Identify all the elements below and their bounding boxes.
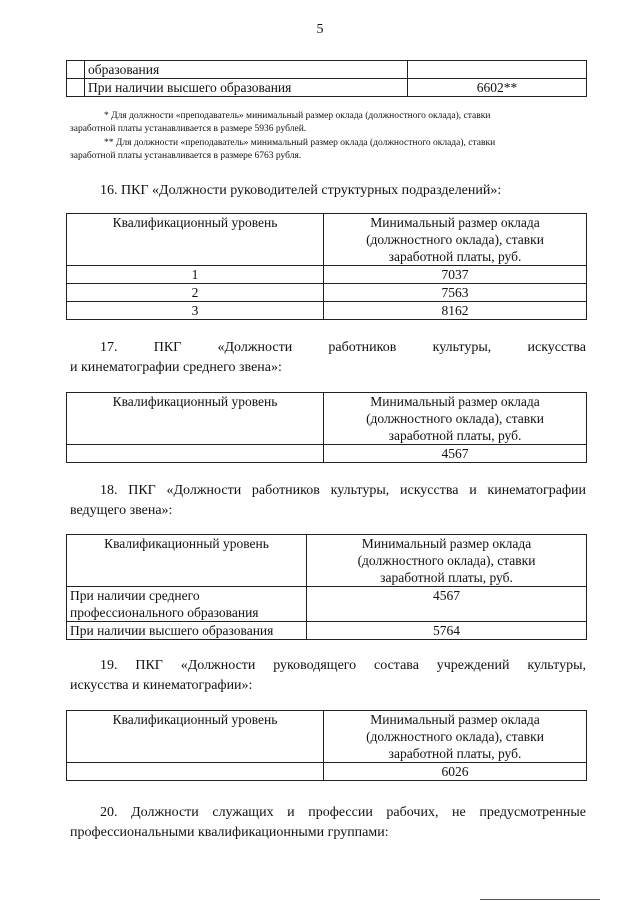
table-cell: образования [85, 61, 408, 79]
section-16-table [66, 213, 587, 320]
table-header-row [67, 535, 587, 587]
table-row [67, 587, 587, 622]
section-20-heading [70, 803, 586, 843]
table-row [67, 302, 587, 320]
section-16-heading [70, 181, 586, 201]
header-line: (должностного оклада), ставки [366, 729, 544, 744]
header-line: Минимальный размер оклада [370, 712, 540, 727]
column-header: Квалификационный уровень [67, 711, 324, 763]
table-row [67, 266, 587, 284]
top-table [66, 60, 587, 97]
footnote-2 [70, 137, 585, 163]
cell-line: профессионального образования [70, 605, 259, 620]
header-line: (должностного оклада), ставки [357, 553, 536, 568]
table-row [67, 763, 587, 781]
section-19-heading [70, 656, 586, 696]
table-cell [67, 763, 324, 781]
table-cell: 2 [67, 284, 324, 302]
heading-line: 17. ПКГ «Должности работников культуры, искусства [100, 340, 586, 355]
footnote-line: заработной платы устанавливается в размере 5936 рублей. [70, 124, 307, 134]
table-cell [67, 61, 85, 79]
header-line: Минимальный размер оклада [370, 394, 540, 409]
column-header: Квалификационный уровень [67, 214, 324, 266]
header-line: Минимальный размер оклада [361, 536, 532, 551]
table-cell: 8162 [324, 302, 587, 320]
footnote-line: ** Для должности «преподаватель» минимальный размер оклада (должностного оклада), ставки [104, 138, 496, 148]
section-18-table [66, 534, 587, 640]
table-header-row [67, 214, 587, 266]
table-header-row [67, 711, 587, 763]
table-header-row [67, 393, 587, 445]
footnote-line: * Для должности «преподаватель» минимальный размер оклада (должностного оклада), ставки [104, 111, 491, 121]
column-header [324, 393, 587, 445]
heading-line: 18. ПКГ «Должности работников культуры, искусства и кинематографии [100, 483, 586, 498]
table-cell: 5764 [307, 622, 587, 640]
table-cell: 7037 [324, 266, 587, 284]
heading-line: и кинематографии среднего звена»: [70, 360, 282, 375]
heading-line: искусства и кинематографии»: [70, 678, 253, 693]
column-header: Квалификационный уровень [67, 535, 307, 587]
table-row [67, 284, 587, 302]
section-17-table [66, 392, 587, 463]
heading-line: 19. ПКГ «Должности руководящего состава учреждений культуры, [100, 658, 586, 673]
table-row [67, 79, 587, 97]
cell-line: При наличии среднего [70, 588, 200, 603]
header-line: заработной платы, руб. [388, 746, 522, 761]
heading-line: ведущего звена»: [70, 503, 173, 518]
header-line: (должностного оклада), ставки [366, 411, 544, 426]
footnote-1 [70, 110, 585, 136]
footnote-line: заработной платы устанавливается в размере 6763 рубля. [70, 151, 302, 161]
table-cell [67, 79, 85, 97]
table-row [67, 622, 587, 640]
heading-line: 20. Должности служащих и профессии рабочих, не предусмотренные [100, 805, 586, 820]
table-cell [67, 587, 307, 622]
bottom-edge-mark [480, 899, 600, 900]
column-header [324, 214, 587, 266]
column-header [324, 711, 587, 763]
heading-line: профессиональными квалификационными группами: [70, 825, 389, 840]
table-cell: 4567 [324, 445, 587, 463]
header-line: (должностного оклада), ставки [366, 232, 544, 247]
header-line: заработной платы, руб. [388, 428, 522, 443]
header-line: Минимальный размер оклада [370, 215, 540, 230]
table-cell [67, 445, 324, 463]
table-cell: 4567 [307, 587, 587, 622]
table-row [67, 61, 587, 79]
header-line: заработной платы, руб. [380, 570, 513, 585]
section-heading-text: 16. ПКГ «Должности руководителей структурных подразделений»: [100, 183, 502, 198]
header-line: заработной платы, руб. [388, 249, 522, 264]
table-cell: 6602** [408, 79, 587, 97]
table-cell: При наличии высшего образования [67, 622, 307, 640]
section-19-table [66, 710, 587, 781]
table-row [67, 445, 587, 463]
table-cell: 1 [67, 266, 324, 284]
table-cell: При наличии высшего образования [85, 79, 408, 97]
table-cell: 3 [67, 302, 324, 320]
section-17-heading [70, 338, 586, 378]
section-18-heading [70, 481, 586, 521]
table-cell: 7563 [324, 284, 587, 302]
column-header: Квалификационный уровень [67, 393, 324, 445]
table-cell: 6026 [324, 763, 587, 781]
column-header [307, 535, 587, 587]
table-cell [408, 61, 587, 79]
page-number: 5 [316, 22, 324, 37]
